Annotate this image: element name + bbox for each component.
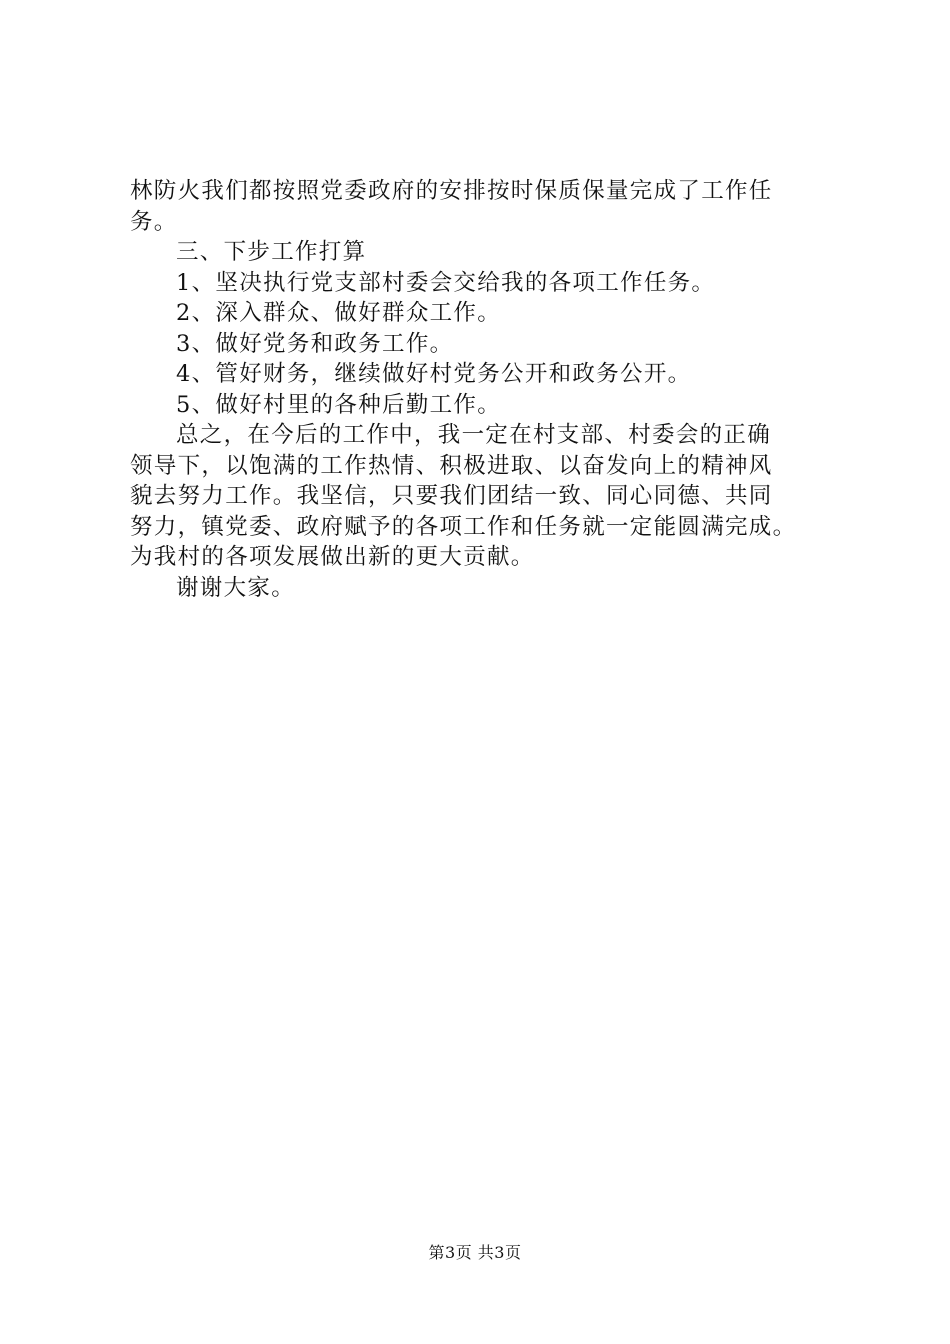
list-item: 5、做好村里的各种后勤工作。 — [176, 391, 502, 418]
list-item: 3、做好党务和政务工作。 — [176, 330, 454, 357]
paragraph-line: 努力，镇党委、政府赋予的各项工作和任务就一定能圆满完成。 — [130, 513, 797, 540]
closing-line: 谢谢大家。 — [176, 574, 296, 601]
list-item: 4、管好财务，继续做好村党务公开和政务公开。 — [176, 361, 692, 387]
paragraph-line: 为我村的各项发展做出新的更大贡献。 — [130, 544, 535, 570]
paragraph-line: 务。 — [130, 208, 178, 235]
paragraph-line: 貌去努力工作。我坚信，只要我们团结一致、同心同德、共同 — [130, 483, 773, 509]
document-body — [130, 176, 840, 603]
page-number-footer: 第3页 共3页 — [428, 1243, 522, 1262]
list-item: 2、深入群众、做好群众工作。 — [176, 300, 502, 326]
paragraph-line: 总之，在今后的工作中，我一定在村支部、村委会的正确 — [176, 422, 772, 448]
section-heading: 三、下步工作打算 — [176, 239, 367, 265]
list-item: 1、坚决执行党支部村委会交给我的各项工作任务。 — [176, 269, 716, 296]
paragraph-line: 领导下，以饱满的工作热情、积极进取、以奋发向上的精神风 — [130, 452, 773, 479]
paragraph-line: 林防火我们都按照党委政府的安排按时保质保量完成了工作任 — [130, 178, 773, 204]
